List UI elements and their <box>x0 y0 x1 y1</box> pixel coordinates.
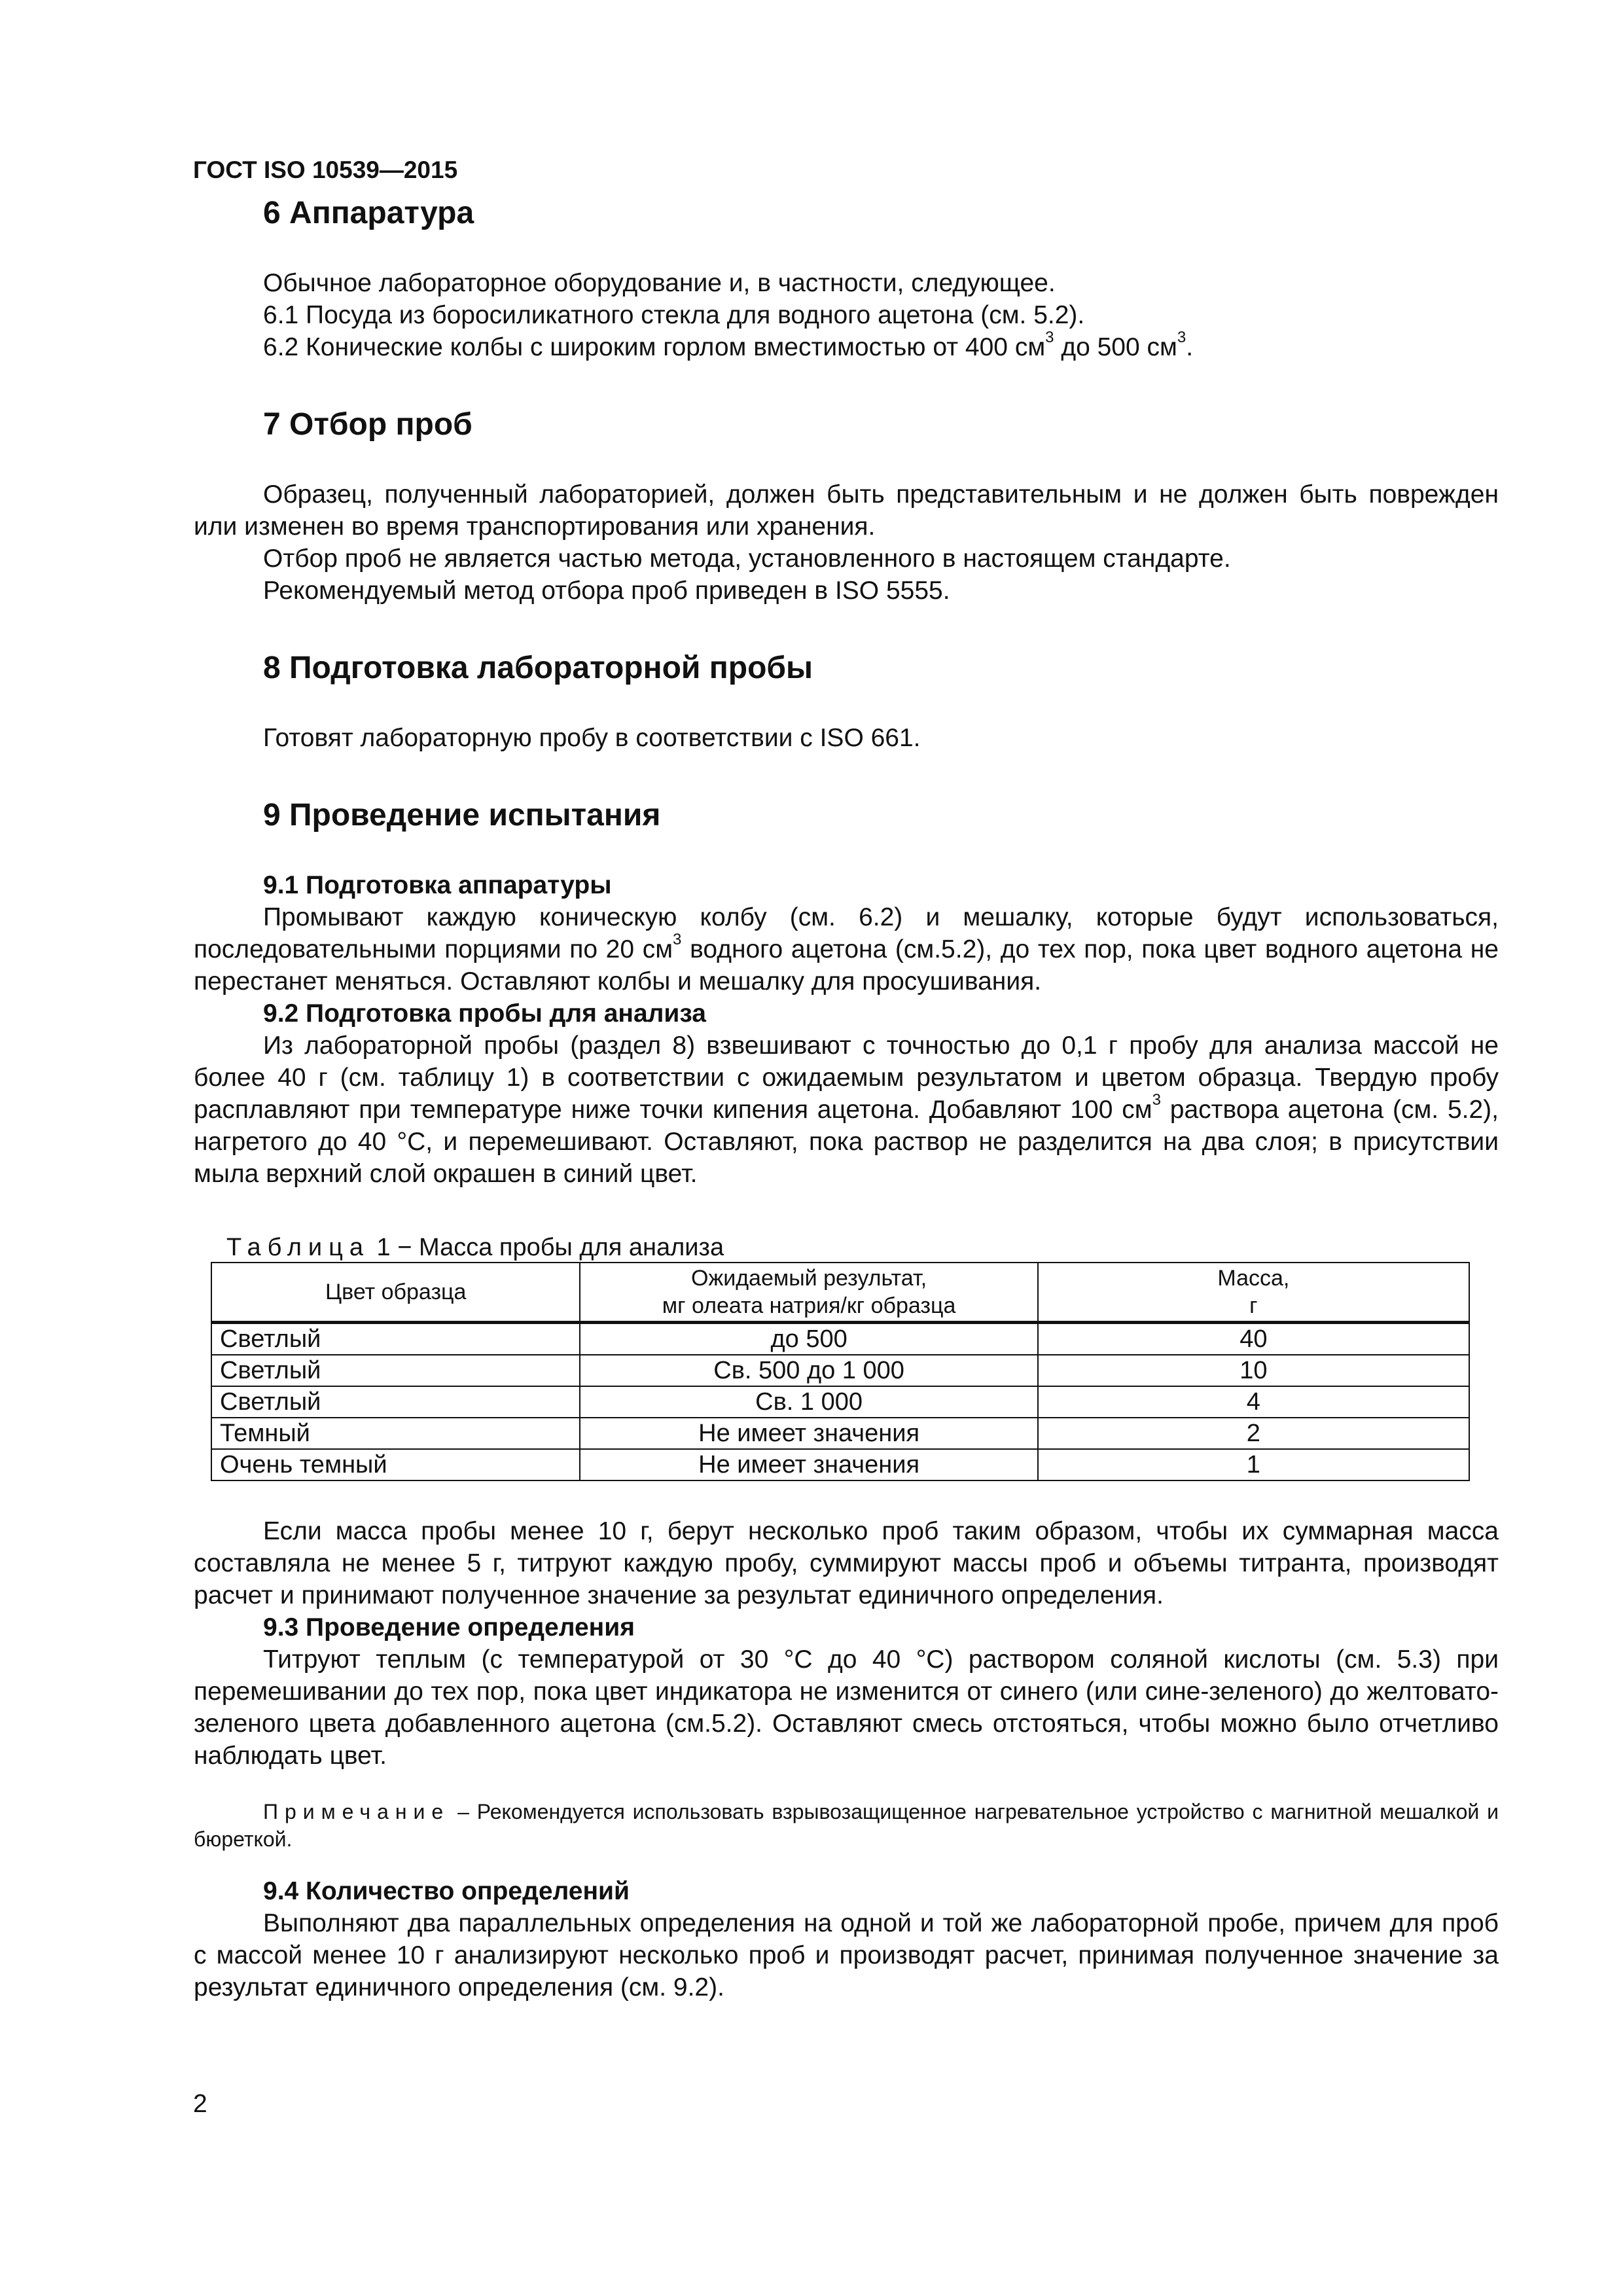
section-7-title: 7 Отбор проб <box>263 407 473 442</box>
page-content <box>194 194 1499 2003</box>
table-cell: Светлый <box>211 1386 580 1418</box>
section-7-paragraph-3: Рекомендуемый метод отбора проб приведен в ISO 5555. <box>263 577 950 605</box>
table-row <box>211 1418 1469 1449</box>
table-cell: Светлый <box>211 1323 580 1355</box>
text-fragment: раствора ацетона (см. 5.2), нагретого до 40 °С, и перемешивают. Оставляют, пока раствор не разделится на два слоя; в присутствии мыла верхний слой окрашен в синий цвет. <box>194 1096 1499 1188</box>
text-fragment: Из лабораторной пробы (раздел 8) взвешивают с точностью до 0,1 г пробу для анализа массой не более 40 г (см. таблицу 1) в соответствии с ожидаемым результатом и цветом образца. Твердую пробу расплавляют при температуре ниже точки кипения ацетона. Добавляют 100 см <box>194 1031 1499 1124</box>
subsection-9-4-text: Выполняют два параллельных определения на одной и той же лабораторной пробе, причем для проб с массой менее 10 г анализируют несколько проб и производят расчет, принимая полученное значение за результат единичного определения (см. 9.2). <box>194 1909 1499 2001</box>
table-row <box>211 1449 1469 1480</box>
text-fragment: водного ацетона (см.5.2), до тех пор, пока цвет водного ацетона не перестанет меняться. Оставляют колбы и мешалку для просушивания. <box>194 935 1499 996</box>
section-8-title: 8 Подготовка лабораторной пробы <box>263 651 813 685</box>
text-fragment: Промывают каждую коническую колбу (см. 6.2) и мешалку, которые будут использоваться, последовательными порциями по 20 см <box>194 903 1499 963</box>
page-number: 2 <box>193 2090 207 2118</box>
text-fragment: до 500 см <box>1054 333 1177 361</box>
text-fragment: 6.2 Конические колбы с широким горлом вместимостью от 400 см <box>263 333 1046 361</box>
table-cell: Светлый <box>211 1355 580 1386</box>
subsection-9-4-title: 9.4 Количество определений <box>263 1877 630 1905</box>
table-cell: 4 <box>1038 1386 1469 1418</box>
text-fragment: . <box>1186 333 1194 361</box>
header-line: г <box>1249 1293 1258 1318</box>
table-cell: 1 <box>1038 1449 1469 1480</box>
section-6-item-2 <box>194 331 1499 363</box>
superscript: 3 <box>673 931 682 948</box>
subsection-9-3-title: 9.3 Проведение определения <box>263 1613 635 1641</box>
table-caption <box>194 1233 1499 1262</box>
table-cell: 40 <box>1038 1323 1469 1355</box>
section-7-paragraph-1: Образец, полученный лабораторией, должен быть представительным и не должен быть поврежден или изменен во время транспортирования или хранения. <box>194 480 1499 541</box>
header-line: Ожидаемый результат, <box>691 1266 927 1291</box>
table-header-row <box>211 1263 1469 1323</box>
table-header-cell <box>211 1263 580 1323</box>
after-table-paragraph: Если масса пробы менее 10 г, берут несколько проб таким образом, чтобы их суммарная масса составляла не менее 5 г, титруют каждую пробу, суммируют массы проб и объемы титранта, производят расчет и принимают полученное значение за результат единичного определения. <box>194 1517 1499 1609</box>
note-text: – Рекомендуется использовать взрывозащищенное нагревательное устройство с магнитной мешалкой и бюреткой. <box>194 1800 1499 1851</box>
section-6-item-1: 6.1 Посуда из боросиликатного стекла для водного ацетона (см. 5.2). <box>263 301 1085 329</box>
superscript: 3 <box>1045 329 1054 346</box>
section-8-paragraph: Готовят лабораторную пробу в соответствии с ISO 661. <box>263 724 921 752</box>
subsection-9-3-text: Титруют теплым (с температурой от 30 °С до 40 °С) раствором соляной кислоты (см. 5.3) при перемешивании до тех пор, пока цвет индикатора не изменится от синего (или сине-зеленого) до желтовато-зеленого цвета добавленного ацетона (см.5.2). Оставляют смесь отстояться, чтобы можно было отчетливо наблюдать цвет. <box>194 1645 1499 1770</box>
table-cell: Очень темный <box>211 1449 580 1480</box>
subsection-9-1-text <box>194 901 1499 997</box>
header-line: Масса, <box>1217 1266 1290 1291</box>
table-caption-text: 1 − Масса пробы для анализа <box>370 1234 724 1261</box>
table-cell: Св. 500 до 1 000 <box>580 1355 1037 1386</box>
table-caption-label: Таблица <box>226 1234 370 1261</box>
note-label: Примечание <box>263 1800 450 1823</box>
header-line: Цвет образца <box>325 1280 467 1304</box>
table-cell: Не имеет значения <box>580 1418 1037 1449</box>
table-header-cell <box>1038 1263 1469 1323</box>
superscript: 3 <box>1177 329 1186 346</box>
mass-table <box>211 1262 1470 1481</box>
section-6-title: 6 Аппаратура <box>263 196 474 230</box>
note-paragraph <box>194 1798 1499 1853</box>
document-code: ГОСТ ISO 10539—2015 <box>193 156 458 183</box>
table-cell: 10 <box>1038 1355 1469 1386</box>
subsection-9-1-title: 9.1 Подготовка аппаратуры <box>263 871 612 899</box>
table-cell: 2 <box>1038 1418 1469 1449</box>
table-cell: Св. 1 000 <box>580 1386 1037 1418</box>
section-6-paragraph: Обычное лабораторное оборудование и, в частности, следующее. <box>263 269 1056 297</box>
table-cell: Не имеет значения <box>580 1449 1037 1480</box>
table-row <box>211 1323 1469 1355</box>
subsection-9-2-title: 9.2 Подготовка пробы для анализа <box>263 999 706 1028</box>
table-cell: до 500 <box>580 1323 1037 1355</box>
header-line: мг олеата натрия/кг образца <box>662 1293 956 1318</box>
table-cell: Темный <box>211 1418 580 1449</box>
subsection-9-2-text <box>194 1030 1499 1190</box>
section-7-paragraph-2: Отбор проб не является частью метода, установленного в настоящем стандарте. <box>263 545 1231 573</box>
table-row <box>211 1386 1469 1418</box>
superscript: 3 <box>1152 1091 1161 1109</box>
table-header-cell <box>580 1263 1037 1323</box>
table-row <box>211 1355 1469 1386</box>
section-9-title: 9 Проведение испытания <box>263 798 661 833</box>
